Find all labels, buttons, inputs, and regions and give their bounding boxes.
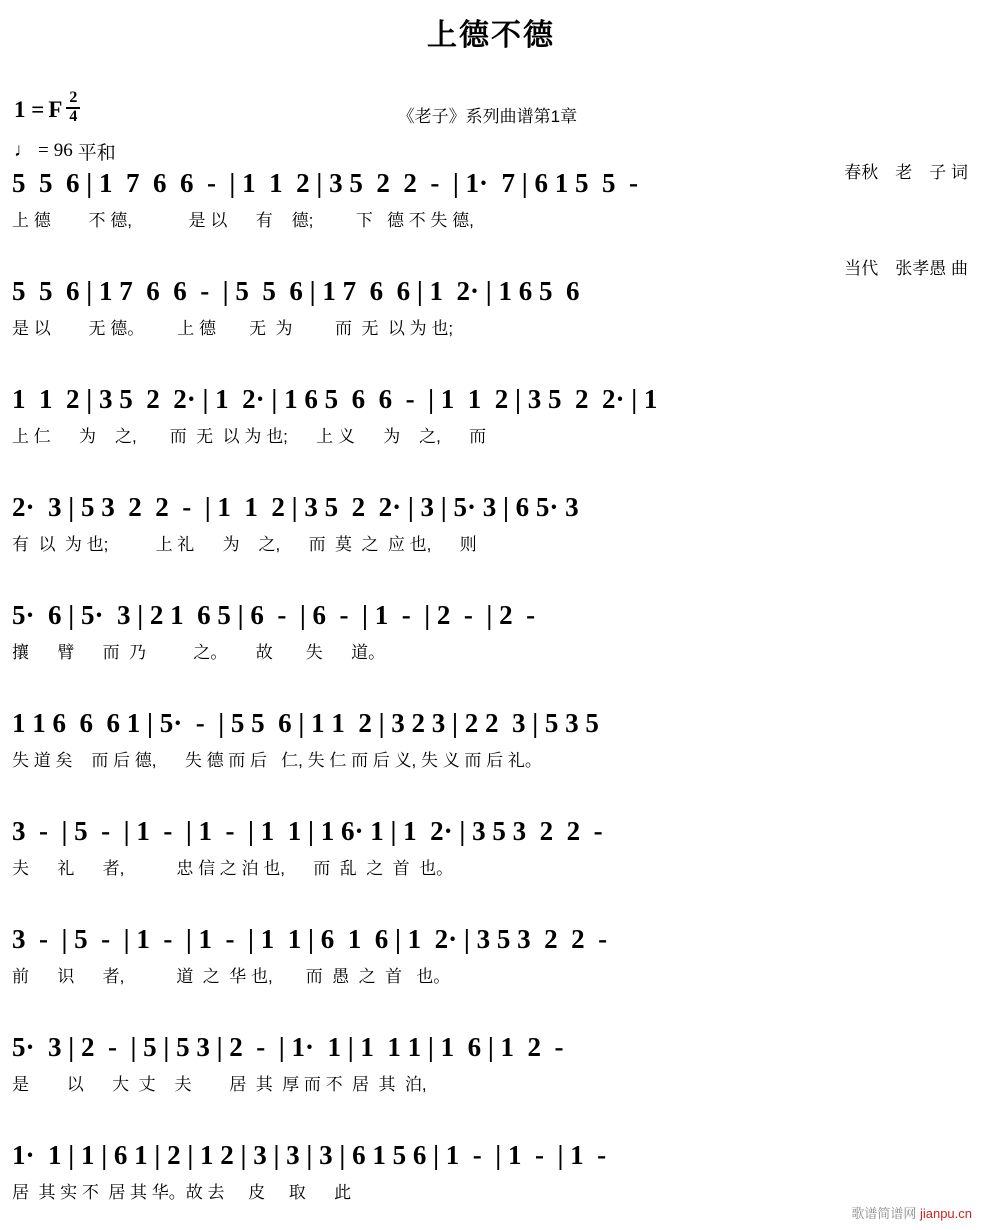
key-signature [14, 89, 116, 128]
lyrics-line: 失 道 矣 而 后 德, 失 德 而 后 仁, 失 仁 而 后 义, 失 义 而 后 礼。 [12, 751, 542, 770]
lyrics-line: 前 识 者, 道 之 华 也, 而 愚 之 首 也。 [12, 967, 451, 986]
notation-line: 3 - | 5 - | 1 - | 1 - | 1 1 | 1 6· 1 | 1 2· | 3 5 3 2 2 - [12, 816, 603, 846]
music-system [12, 150, 970, 258]
notation-line: 5 5 6 | 1 7 6 6 - | 1 1 2 | 3 5 2 2 - | 1· 7 | 6 1 5 5 - [12, 168, 638, 198]
time-signature [66, 90, 80, 126]
quarter-note-icon: ♩ [14, 140, 33, 162]
time-signature-numerator: 2 [66, 90, 80, 109]
mood-marking: 平和 [77, 142, 116, 164]
watermark-domain: jianpu.cn [919, 1206, 972, 1221]
credit-lyricist: 春秋 老 子 词 [844, 162, 968, 182]
music-system [12, 366, 970, 474]
key-note: F [48, 96, 63, 122]
notation-line: 5 5 6 | 1 7 6 6 - | 5 5 6 | 1 7 6 6 | 1 2· | 1 6 5 6 [12, 276, 580, 306]
music-system [12, 690, 970, 798]
lyrics-line: 夫 礼 者, 忠 信 之 泊 也, 而 乱 之 首 也。 [12, 859, 454, 878]
credit-composer: 当代 张孝愚 曲 [844, 259, 968, 279]
page-title: 上德不德 [427, 19, 555, 52]
lyrics-line: 是 以 大 丈 夫 居 其 厚 而 不 居 其 泊, [12, 1075, 427, 1094]
tempo-equals: = [38, 140, 49, 162]
time-signature-denominator: 4 [69, 107, 78, 125]
lyrics-line: 上 德 不 德, 是 以 有 德; 下 德 不 失 德, [12, 211, 474, 230]
key-prefix: 1 = [14, 96, 45, 122]
lyrics-line: 上 仁 为 之, 而 无 以 为 也; 上 义 为 之, 而 [12, 427, 487, 446]
lyrics-line: 有 以 为 也; 上 礼 为 之, 而 莫 之 应 也, 则 [12, 535, 477, 554]
music-system [12, 474, 970, 582]
notation-line: 5· 3 | 2 - | 5 | 5 3 | 2 - | 1· 1 | 1 1 1 | 1 6 | 1 2 - [12, 1032, 564, 1062]
music-system [12, 798, 970, 906]
notation-line: 1· 1 | 1 | 6 1 | 2 | 1 2 | 3 | 3 | 3 | 6 1 5 6 | 1 - | 1 - | 1 - [12, 1140, 607, 1170]
watermark-site-name: 歌谱简谱网 [851, 1206, 917, 1221]
lyrics-line: 居 其 实 不 居 其 华。故 去 皮 取 此 [12, 1183, 352, 1202]
tempo-value: 96 [53, 140, 73, 162]
lyrics-line: 攘 臂 而 乃 之。 故 失 道。 [12, 643, 386, 662]
music-system [12, 582, 970, 690]
watermark [851, 1203, 972, 1222]
lyrics-line: 是 以 无 德。 上 德 无 为 而 无 以 为 也; [12, 319, 454, 338]
music-system [12, 1122, 970, 1230]
music-system [12, 258, 970, 366]
notation-line: 1 1 2 | 3 5 2 2· | 1 2· | 1 6 5 6 6 - | 1 1 2 | 3 5 2 2· | 1 [12, 384, 658, 414]
music-system [12, 906, 970, 1014]
subtitle: 《老子》系列曲谱第1章 [397, 107, 578, 126]
notation-line: 5· 6 | 5· 3 | 2 1 6 5 | 6 - | 6 - | 1 - | 2 - | 2 - [12, 600, 536, 630]
music-system [12, 1014, 970, 1122]
notation-line: 1 1 6 6 6 1 | 5· - | 5 5 6 | 1 1 2 | 3 2 3 | 2 2 3 | 5 3 5 [12, 708, 599, 738]
notation-line: 2· 3 | 5 3 2 2 - | 1 1 2 | 3 5 2 2· | 3 | 5· 3 | 6 5· 3 [12, 492, 579, 522]
notation-line: 3 - | 5 - | 1 - | 1 - | 1 1 | 6 1 6 | 1 2· | 3 5 3 2 2 - [12, 924, 608, 954]
